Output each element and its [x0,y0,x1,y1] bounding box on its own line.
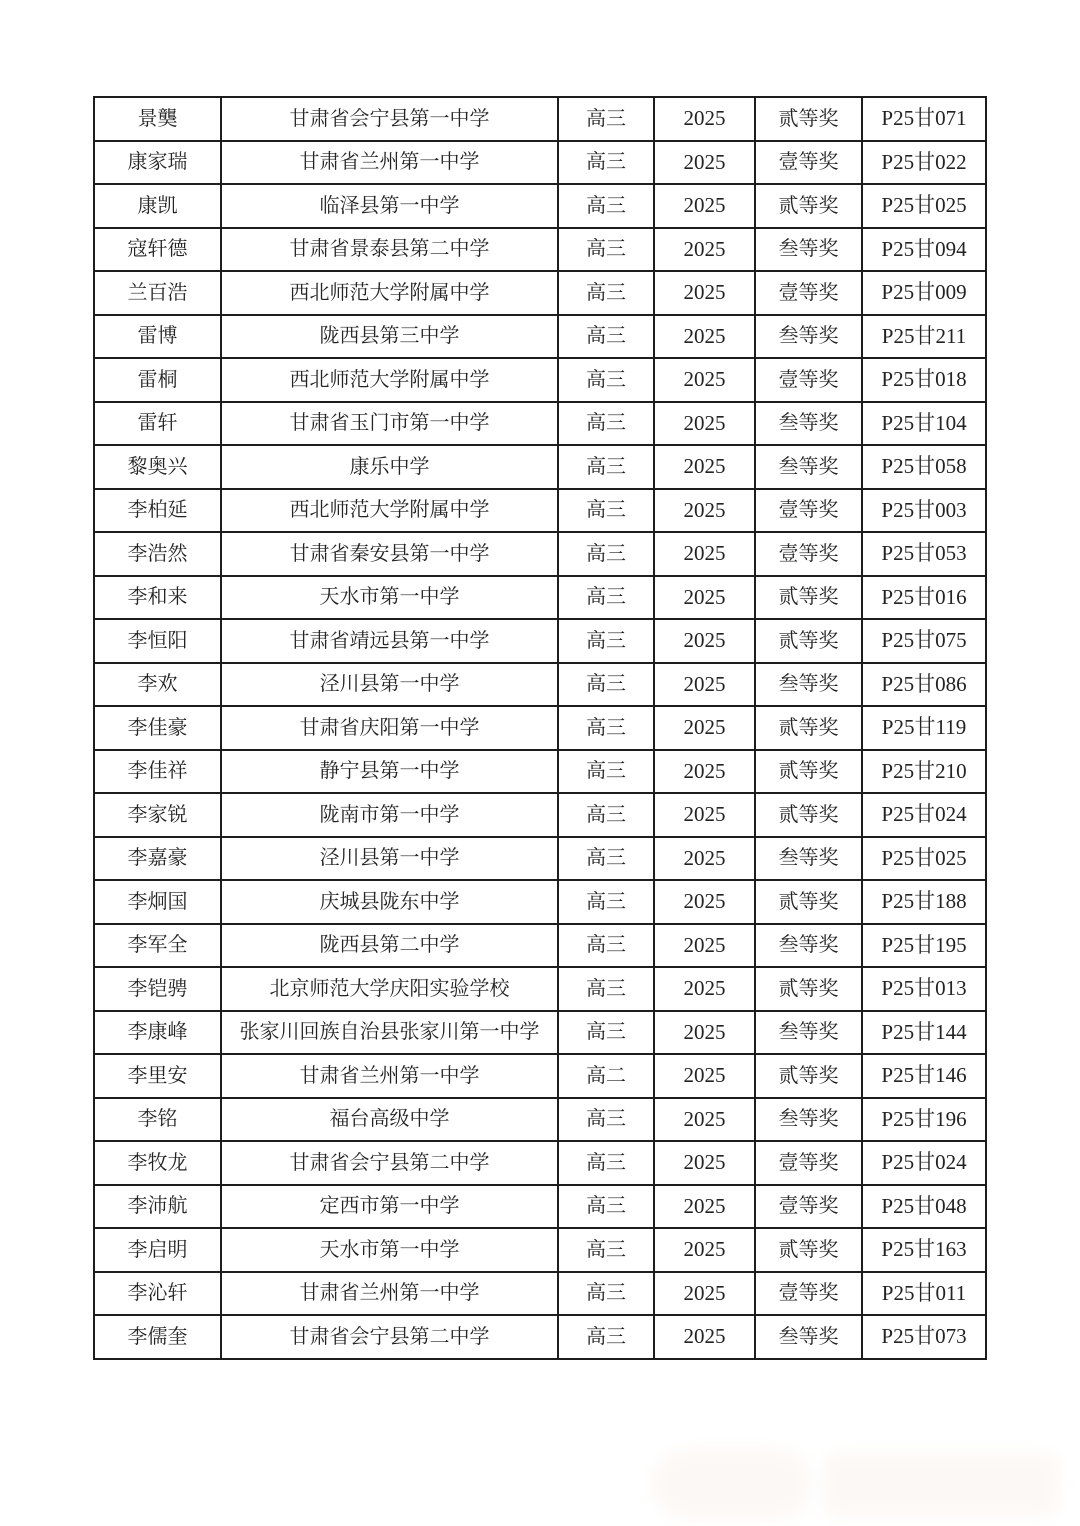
cell-grade: 高三 [558,663,654,707]
cell-year: 2025 [654,271,755,315]
table-row [94,228,986,272]
cell-grade: 高三 [558,532,654,576]
cell-grade: 高三 [558,184,654,228]
table-row [94,445,986,489]
cell-name: 李炯国 [94,880,221,924]
cell-grade: 高三 [558,706,654,750]
cell-cert: P25甘024 [862,1141,986,1185]
table-row [94,141,986,185]
cell-award: 贰等奖 [755,184,862,228]
cell-year: 2025 [654,1185,755,1229]
table-row [94,1315,986,1359]
table-row [94,1141,986,1185]
cell-school: 甘肃省靖远县第一中学 [221,619,558,663]
cell-name: 李佳祥 [94,750,221,794]
cell-name: 李铠骋 [94,967,221,1011]
cell-cert: P25甘163 [862,1228,986,1272]
cell-award: 贰等奖 [755,97,862,141]
cell-grade: 高三 [558,445,654,489]
cell-year: 2025 [654,837,755,881]
table-row [94,315,986,359]
cell-grade: 高三 [558,1315,654,1359]
cell-year: 2025 [654,880,755,924]
cell-name: 雷博 [94,315,221,359]
cell-award: 叁等奖 [755,228,862,272]
cell-cert: P25甘073 [862,1315,986,1359]
cell-school: 天水市第一中学 [221,1228,558,1272]
cell-school: 甘肃省会宁县第二中学 [221,1315,558,1359]
cell-school: 泾川县第一中学 [221,837,558,881]
cell-grade: 高三 [558,793,654,837]
cell-name: 李恒阳 [94,619,221,663]
cell-award: 壹等奖 [755,489,862,533]
cell-cert: P25甘210 [862,750,986,794]
cell-name: 李里安 [94,1054,221,1098]
cell-name: 李军全 [94,924,221,968]
table-row [94,358,986,402]
table-row [94,880,986,924]
cell-year: 2025 [654,1141,755,1185]
cell-year: 2025 [654,1054,755,1098]
cell-cert: P25甘195 [862,924,986,968]
cell-cert: P25甘025 [862,837,986,881]
cell-year: 2025 [654,1315,755,1359]
cell-award: 贰等奖 [755,576,862,620]
cell-cert: P25甘025 [862,184,986,228]
cell-cert: P25甘016 [862,576,986,620]
cell-grade: 高三 [558,1228,654,1272]
cell-name: 李儒奎 [94,1315,221,1359]
cell-grade: 高三 [558,1141,654,1185]
cell-name: 李嘉豪 [94,837,221,881]
cell-name: 李沛航 [94,1185,221,1229]
cell-cert: P25甘018 [862,358,986,402]
cell-year: 2025 [654,1098,755,1142]
cell-award: 壹等奖 [755,358,862,402]
table-row [94,1272,986,1316]
table-row [94,750,986,794]
cell-grade: 高三 [558,880,654,924]
cell-name: 李沁轩 [94,1272,221,1316]
cell-name: 李铭 [94,1098,221,1142]
cell-year: 2025 [654,793,755,837]
cell-award: 叁等奖 [755,1098,862,1142]
table-row [94,576,986,620]
table-row [94,97,986,141]
cell-cert: P25甘094 [862,228,986,272]
cell-award: 壹等奖 [755,1141,862,1185]
cell-award: 壹等奖 [755,271,862,315]
cell-grade: 高三 [558,967,654,1011]
cell-school: 陇西县第二中学 [221,924,558,968]
cell-school: 泾川县第一中学 [221,663,558,707]
cell-school: 甘肃省景泰县第二中学 [221,228,558,272]
cell-name: 李家锐 [94,793,221,837]
cell-name: 李浩然 [94,532,221,576]
cell-award: 叁等奖 [755,315,862,359]
cell-school: 甘肃省秦安县第一中学 [221,532,558,576]
watermark-blob [822,1452,1060,1518]
cell-school: 康乐中学 [221,445,558,489]
cell-name: 李欢 [94,663,221,707]
cell-grade: 高三 [558,271,654,315]
cell-year: 2025 [654,750,755,794]
cell-name: 李和来 [94,576,221,620]
cell-grade: 高三 [558,750,654,794]
cell-year: 2025 [654,228,755,272]
cell-name: 黎奥兴 [94,445,221,489]
cell-grade: 高三 [558,924,654,968]
cell-school: 临泽县第一中学 [221,184,558,228]
cell-school: 甘肃省庆阳第一中学 [221,706,558,750]
table-row [94,1228,986,1272]
cell-cert: P25甘188 [862,880,986,924]
cell-year: 2025 [654,1228,755,1272]
cell-name: 景龑 [94,97,221,141]
cell-grade: 高三 [558,315,654,359]
cell-grade: 高三 [558,141,654,185]
cell-award: 叁等奖 [755,837,862,881]
cell-name: 李柏延 [94,489,221,533]
cell-cert: P25甘022 [862,141,986,185]
table-row [94,837,986,881]
cell-name: 康家瑞 [94,141,221,185]
cell-grade: 高二 [558,1054,654,1098]
cell-school: 甘肃省会宁县第一中学 [221,97,558,141]
cell-school: 西北师范大学附属中学 [221,358,558,402]
table-row [94,706,986,750]
cell-grade: 高三 [558,97,654,141]
cell-award: 叁等奖 [755,402,862,446]
cell-school: 张家川回族自治县张家川第一中学 [221,1011,558,1055]
cell-grade: 高三 [558,1011,654,1055]
cell-grade: 高三 [558,619,654,663]
cell-cert: P25甘119 [862,706,986,750]
cell-year: 2025 [654,576,755,620]
cell-grade: 高三 [558,1098,654,1142]
cell-cert: P25甘071 [862,97,986,141]
cell-grade: 高三 [558,1185,654,1229]
cell-cert: P25甘024 [862,793,986,837]
watermark-blob [652,1448,812,1520]
cell-award: 贰等奖 [755,880,862,924]
cell-school: 陇南市第一中学 [221,793,558,837]
table-row [94,663,986,707]
cell-school: 天水市第一中学 [221,576,558,620]
table-row [94,271,986,315]
cell-cert: P25甘013 [862,967,986,1011]
table-row [94,184,986,228]
cell-cert: P25甘196 [862,1098,986,1142]
cell-award: 叁等奖 [755,445,862,489]
table-row [94,924,986,968]
cell-grade: 高三 [558,837,654,881]
cell-grade: 高三 [558,1272,654,1316]
table-row [94,1098,986,1142]
cell-name: 兰百浩 [94,271,221,315]
cell-year: 2025 [654,489,755,533]
cell-cert: P25甘075 [862,619,986,663]
awards-table-body [94,97,986,1359]
cell-year: 2025 [654,1272,755,1316]
cell-cert: P25甘086 [862,663,986,707]
cell-award: 叁等奖 [755,1011,862,1055]
cell-year: 2025 [654,619,755,663]
cell-school: 陇西县第三中学 [221,315,558,359]
cell-school: 北京师范大学庆阳实验学校 [221,967,558,1011]
cell-award: 壹等奖 [755,1272,862,1316]
cell-name: 李佳豪 [94,706,221,750]
cell-name: 李康峰 [94,1011,221,1055]
cell-cert: P25甘058 [862,445,986,489]
cell-cert: P25甘048 [862,1185,986,1229]
cell-award: 壹等奖 [755,1185,862,1229]
awards-table [93,96,987,1360]
cell-grade: 高三 [558,402,654,446]
cell-award: 叁等奖 [755,663,862,707]
cell-name: 康凯 [94,184,221,228]
table-row [94,793,986,837]
cell-year: 2025 [654,532,755,576]
cell-cert: P25甘011 [862,1272,986,1316]
cell-school: 福台高级中学 [221,1098,558,1142]
cell-year: 2025 [654,1011,755,1055]
cell-year: 2025 [654,706,755,750]
cell-award: 贰等奖 [755,793,862,837]
cell-award: 贰等奖 [755,750,862,794]
table-row [94,619,986,663]
cell-name: 李启明 [94,1228,221,1272]
cell-award: 壹等奖 [755,141,862,185]
cell-award: 贰等奖 [755,1054,862,1098]
cell-grade: 高三 [558,576,654,620]
table-row [94,967,986,1011]
cell-award: 叁等奖 [755,1315,862,1359]
table-row [94,402,986,446]
table-row [94,1185,986,1229]
cell-year: 2025 [654,663,755,707]
cell-school: 甘肃省玉门市第一中学 [221,402,558,446]
cell-name: 寇轩德 [94,228,221,272]
cell-school: 甘肃省会宁县第二中学 [221,1141,558,1185]
cell-award: 叁等奖 [755,924,862,968]
table-row [94,532,986,576]
cell-school: 西北师范大学附属中学 [221,271,558,315]
cell-year: 2025 [654,967,755,1011]
cell-cert: P25甘144 [862,1011,986,1055]
cell-cert: P25甘053 [862,532,986,576]
cell-cert: P25甘104 [862,402,986,446]
cell-school: 甘肃省兰州第一中学 [221,141,558,185]
cell-year: 2025 [654,97,755,141]
cell-year: 2025 [654,924,755,968]
cell-grade: 高三 [558,228,654,272]
cell-school: 甘肃省兰州第一中学 [221,1272,558,1316]
cell-school: 庆城县陇东中学 [221,880,558,924]
cell-grade: 高三 [558,489,654,533]
cell-year: 2025 [654,141,755,185]
cell-award: 贰等奖 [755,706,862,750]
cell-school: 定西市第一中学 [221,1185,558,1229]
cell-year: 2025 [654,358,755,402]
cell-year: 2025 [654,402,755,446]
cell-cert: P25甘146 [862,1054,986,1098]
cell-cert: P25甘009 [862,271,986,315]
cell-grade: 高三 [558,358,654,402]
cell-year: 2025 [654,184,755,228]
table-row [94,1054,986,1098]
cell-cert: P25甘003 [862,489,986,533]
cell-school: 西北师范大学附属中学 [221,489,558,533]
cell-school: 静宁县第一中学 [221,750,558,794]
table-row [94,1011,986,1055]
cell-cert: P25甘211 [862,315,986,359]
cell-year: 2025 [654,445,755,489]
table-row [94,489,986,533]
cell-name: 李牧龙 [94,1141,221,1185]
cell-name: 雷轩 [94,402,221,446]
cell-award: 贰等奖 [755,1228,862,1272]
cell-name: 雷桐 [94,358,221,402]
cell-award: 贰等奖 [755,967,862,1011]
cell-school: 甘肃省兰州第一中学 [221,1054,558,1098]
cell-award: 壹等奖 [755,532,862,576]
cell-year: 2025 [654,315,755,359]
cell-award: 贰等奖 [755,619,862,663]
